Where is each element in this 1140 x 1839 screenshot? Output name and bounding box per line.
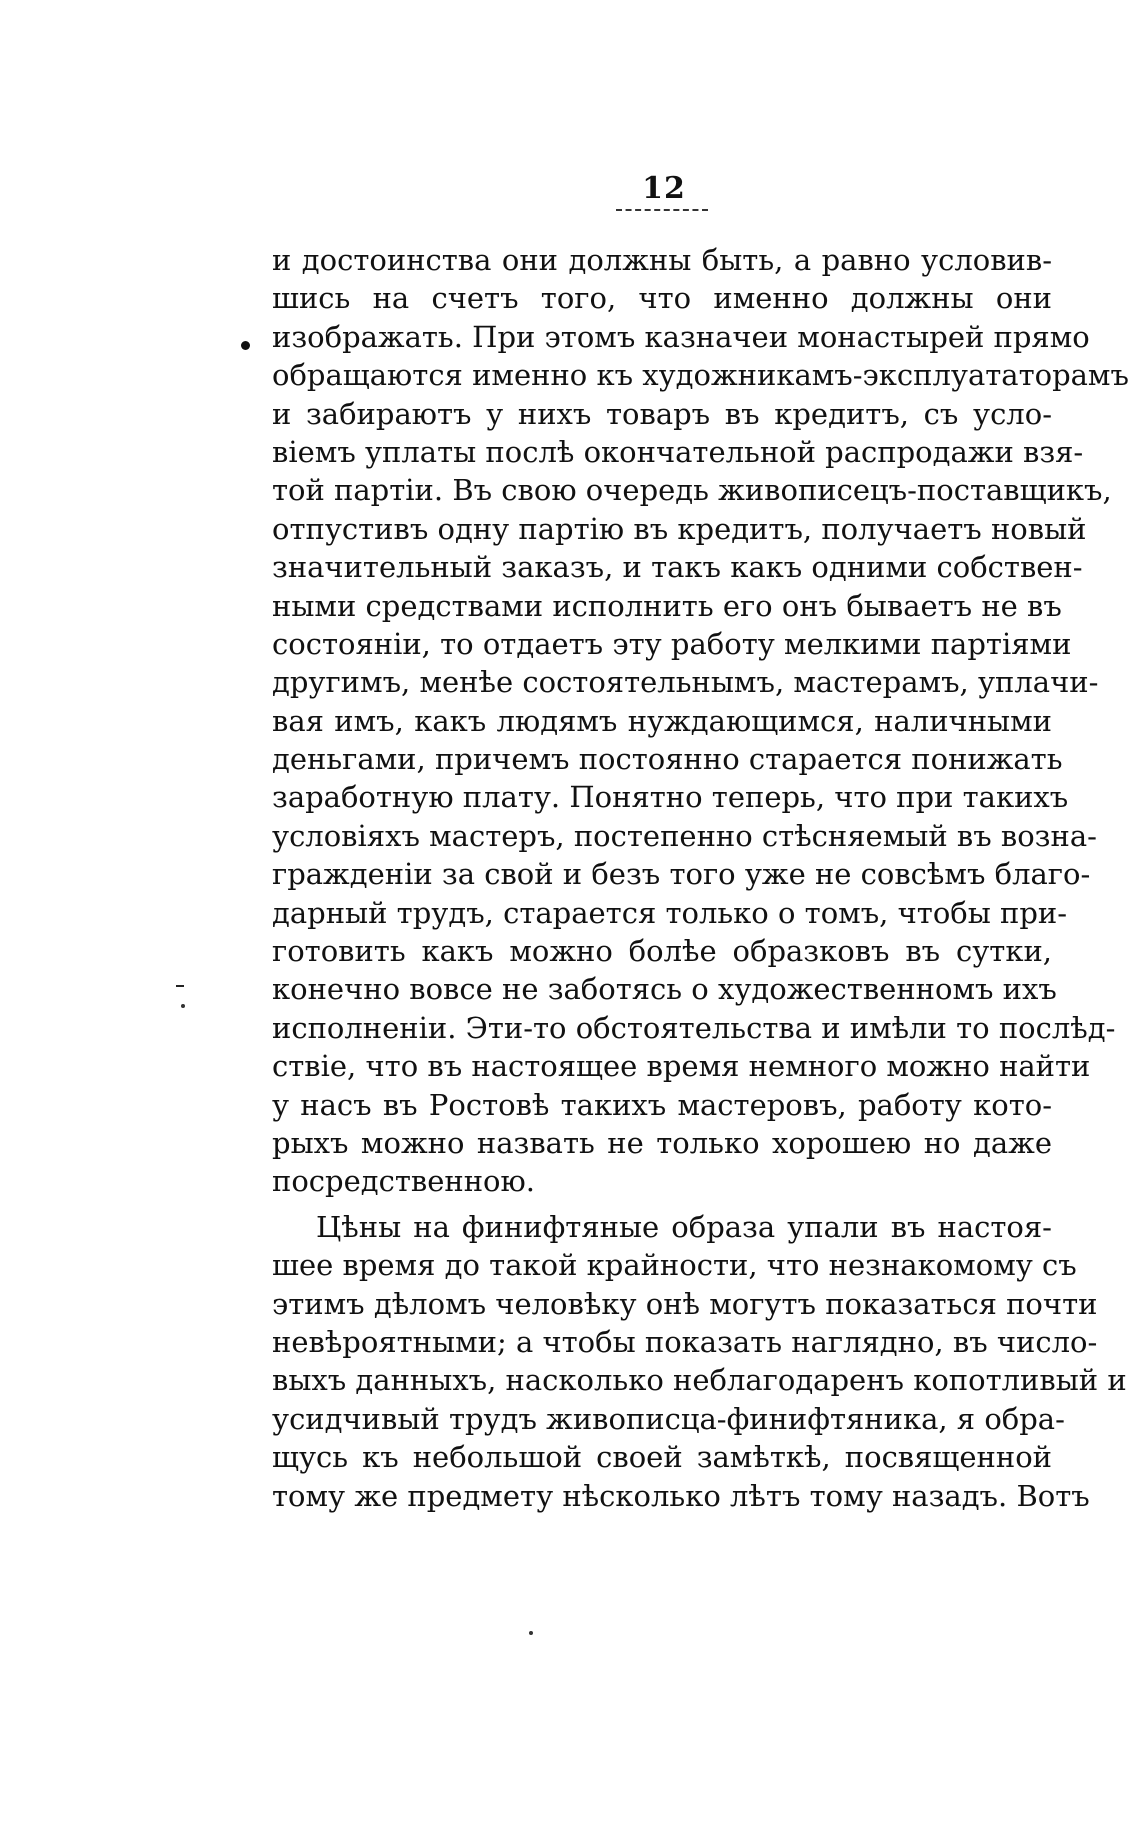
text-line: обращаются именно къ художникамъ-эксплуататорамъ (272, 358, 1129, 393)
text-line: заработную плату. Понятно теперь, что при такихъ (272, 780, 1069, 815)
text-line: этимъ дѣломъ человѣку онѣ могутъ показаться почти (272, 1286, 1098, 1321)
text-line: готовить какъ можно болѣе образковъ въ сутки, (272, 934, 1052, 969)
text-line: усидчивый трудъ живописца-финифтяника, я обра- (272, 1401, 1065, 1436)
margin-tick-mark (176, 985, 184, 987)
paragraph-gap (272, 1201, 1052, 1208)
text-line: той партіи. Въ свою очередь живописецъ-поставщикъ, (272, 473, 1112, 508)
body-text (272, 241, 1129, 1515)
text-line: значительный заказъ, и такъ какъ одними собствен- (272, 550, 1083, 585)
margin-bullet-mark (241, 341, 250, 350)
text-line: дарный трудъ, старается только о томъ, чтобы при- (272, 895, 1068, 930)
text-line: Цѣны на финифтяные образа упали въ настоя- (316, 1209, 1052, 1244)
text-line: ными средствами исполнить его онъ бываетъ не въ (272, 588, 1062, 623)
text-line: ствіе, что въ настоящее время немного можно найти (272, 1049, 1091, 1084)
text-line: гражденіи за свой и безъ того уже не совсѣмъ благо- (272, 857, 1091, 892)
text-line: у насъ въ Ростовѣ такихъ мастеровъ, работу кото- (272, 1087, 1052, 1122)
text-line: вая имъ, какъ людямъ нуждающимся, наличными (272, 703, 1052, 738)
text-line: тому же предмету нѣсколько лѣтъ тому назадъ. Вотъ (272, 1478, 1090, 1513)
text-line: шее время до такой крайности, что незнакомому съ (272, 1248, 1077, 1283)
page-number-rule (616, 209, 708, 211)
text-line: исполненіи. Эти-то обстоятельства и имѣли то послѣд- (272, 1010, 1116, 1045)
paragraph-1 (272, 241, 1129, 1201)
text-line: и забираютъ у нихъ товаръ въ кредитъ, съ усло- (272, 396, 1052, 431)
text-line: невѣроятными; а чтобы показать наглядно, въ числo- (272, 1324, 1098, 1359)
text-line: конечно вовсе не заботясь о художественномъ ихъ (272, 972, 1057, 1007)
text-line: посредственною. (272, 1164, 535, 1199)
text-line: условіяхъ мастеръ, постепенно стѣсняемый въ возна- (272, 818, 1097, 853)
text-line: другимъ, менѣе состоятельнымъ, мастерамъ, уплачи- (272, 665, 1099, 700)
text-line: выхъ данныхъ, насколько неблагодаренъ копотливый и (272, 1363, 1127, 1398)
text-line: отпустивъ одну партію въ кредитъ, получаетъ новый (272, 511, 1087, 546)
text-line: деньгами, причемъ постоянно старается понижать (272, 742, 1063, 777)
text-line: и достоинства они должны быть, а равно условив- (272, 243, 1052, 277)
page-number: 12 (642, 171, 686, 206)
margin-speck (181, 1004, 185, 1008)
text-line: изображать. При этомъ казначеи монастырей прямо (272, 319, 1090, 354)
paragraph-2 (272, 1208, 1127, 1515)
text-line: щусь къ небольшой своей замѣткѣ, посвященной (272, 1440, 1052, 1475)
text-line: рыхъ можно назвать не только хорошею но даже (272, 1125, 1052, 1160)
text-line: віемъ уплаты послѣ окончательной распродажи взя- (272, 434, 1084, 469)
page-speck (529, 1631, 533, 1635)
text-line: шись на счетъ того, что именно должны они (272, 281, 1052, 316)
text-line: состояніи, то отдаетъ эту работу мелкими партіями (272, 626, 1072, 661)
